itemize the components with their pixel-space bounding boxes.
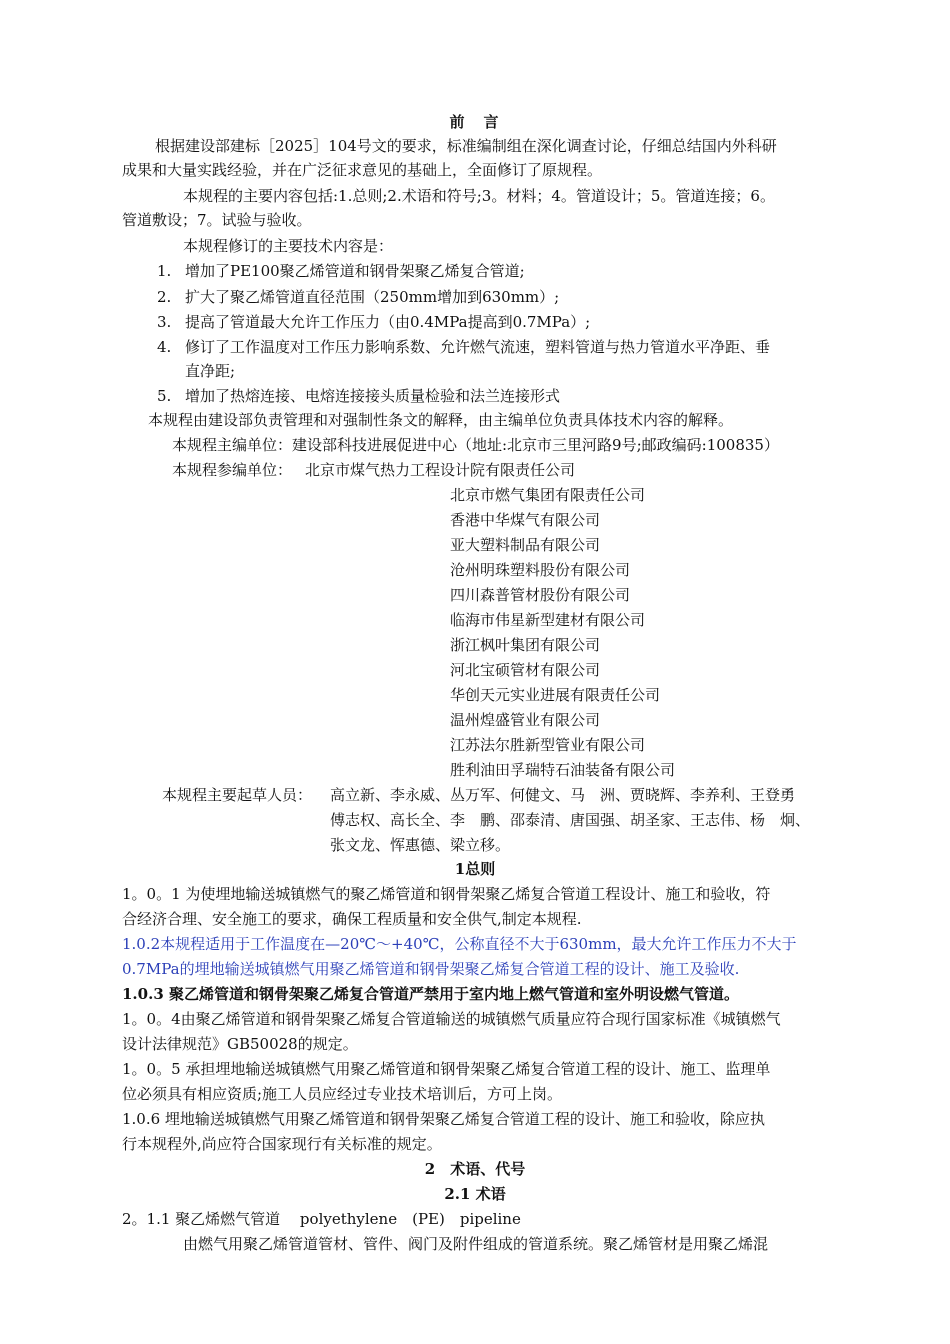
preface-paragraph-line: 本规程的主要内容包括:1.总则;2.术语和符号;3。材料；4。管道设计；5。管道连接；6。 [183,187,775,205]
participant-unit: 北京市燃气集团有限责任公司 [450,486,646,504]
participant-unit: 北京市煤气热力工程设计院有限责任公司 [305,461,576,479]
clause-line: 行本规程外,尚应符合国家现行有关标准的规定。 [122,1135,442,1153]
revision-item-text: 增加了热熔连接、电熔连接接头质量检验和法兰连接形式 [185,387,561,405]
participant-unit: 香港中华煤气有限公司 [450,511,601,529]
chapter-title: 1总则 [454,860,496,878]
section-title: 2.1 术语 [444,1185,506,1203]
revision-item-text: 提高了管道最大允许工作压力（由0.4MPa提高到0.7MPa）; [185,313,591,331]
participant-unit: 沧州明珠塑料股份有限公司 [450,561,631,579]
preface-paragraph-line: 本规程修订的主要技术内容是： [183,237,394,255]
clause-line: 合经济合理、安全施工的要求，确保工程质量和安全供气,制定本规程. [122,910,582,928]
revision-item-number: 3. [157,313,172,331]
clause-line: 1。0。1 为使埋地输送城镇燃气的聚乙烯管道和钢骨架聚乙烯复合管道工程设计、施工和验收，符 [122,885,771,903]
drafters-line: 高立新、李永威、丛万军、何健文、马 洲、贾晓辉、李养利、王登勇 [330,786,796,804]
revision-item-number: 2. [157,288,172,306]
clause-line-mandatory: 1.0.3 聚乙烯管道和钢骨架聚乙烯复合管道严禁用于室内地上燃气管道和室外明设燃气管道。 [122,985,739,1003]
preface-title: 前 言 [449,113,501,131]
revision-item-number: 5. [157,387,172,405]
chief-editing-unit: 本规程主编单位：建设部科技进展促进中心（地址:北京市三里河路9号;邮政编码:100835） [172,436,779,454]
clause-line-highlighted: 0.7MPa的埋地输送城镇燃气用聚乙烯管道和钢骨架聚乙烯复合管道工程的设计、施工及验收. [122,960,740,978]
preface-paragraph-line: 成果和大量实践经验，并在广泛征求意见的基础上，全面修订了原规程。 [122,161,603,179]
participant-unit: 临海市伟星新型建材有限公司 [450,611,646,629]
clause-line: 位必须具有相应资质;施工人员应经过专业技术培训后，方可上岗。 [122,1085,563,1103]
chapter-title: 2 术语、代号 [424,1160,526,1178]
revision-item-text: 扩大了聚乙烯管道直径范围（250mm增加到630mm）; [185,288,560,306]
drafters-line: 傅志权、高长全、李 鹏、邵泰清、唐国强、胡圣家、王志伟、杨 炯、 [330,811,811,829]
revision-item-text: 修订了工作温度对工作压力影响系数、允许燃气流速，塑料管道与热力管道水平净距、垂 [185,338,771,356]
participant-unit: 温州煌盛管业有限公司 [450,711,601,729]
revision-item-number: 1. [157,262,172,280]
clause-line-highlighted: 1.0.2本规程适用于工作温度在—20℃～+40℃，公称直径不大于630mm，最大允许工作压力不大于 [122,935,797,953]
term-heading: 2。1.1 聚乙烯燃气管道 polyethylene (PE) pipeline [122,1210,521,1228]
term-definition: 由燃气用聚乙烯管道管材、管件、阀门及附件组成的管道系统。聚乙烯管材是用聚乙烯混 [183,1235,769,1253]
clause-line: 设计法律规范》GB50028的规定。 [122,1035,358,1053]
participant-unit: 浙江枫叶集团有限公司 [450,636,601,654]
participant-unit: 江苏法尔胜新型管业有限公司 [450,736,646,754]
participant-unit: 胜利油田孚瑞特石油装备有限公司 [450,761,676,779]
participant-unit: 河北宝硕管材有限公司 [450,661,601,679]
clause-line: 1。0。4由聚乙烯管道和钢骨架聚乙烯复合管道输送的城镇燃气质量应符合现行国家标准《城镇燃气 [122,1010,781,1028]
revision-item-number: 4. [157,338,172,356]
revision-item-text: 增加了PE100聚乙烯管道和钢骨架聚乙烯复合管道; [185,262,525,280]
participants-label: 本规程参编单位： [172,461,293,479]
drafters-label: 本规程主要起草人员： [162,786,313,804]
preface-paragraph-line: 本规程由建设部负责管理和对强制性条文的解释，由主编单位负责具体技术内容的解释。 [148,411,734,429]
preface-paragraph-line: 根据建设部建标［2025］104号文的要求，标准编制组在深化调查讨论，仔细总结国内外科研 [155,137,777,155]
revision-item-text: 直净距; [185,362,236,380]
clause-line: 1。0。5 承担埋地输送城镇燃气用聚乙烯管道和钢骨架聚乙烯复合管道工程的设计、施工、监理单 [122,1060,771,1078]
participant-unit: 华创天元实业进展有限责任公司 [450,686,661,704]
participant-unit: 亚大塑料制品有限公司 [450,536,601,554]
clause-line: 1.0.6 埋地输送城镇燃气用聚乙烯管道和钢骨架聚乙烯复合管道工程的设计、施工和验收，除应执 [122,1110,765,1128]
participant-unit: 四川森普管材股份有限公司 [450,586,631,604]
preface-paragraph-line: 管道敷设；7。试验与验收。 [122,211,312,229]
drafters-line: 张文龙、恽惠德、梁立移。 [330,836,511,854]
